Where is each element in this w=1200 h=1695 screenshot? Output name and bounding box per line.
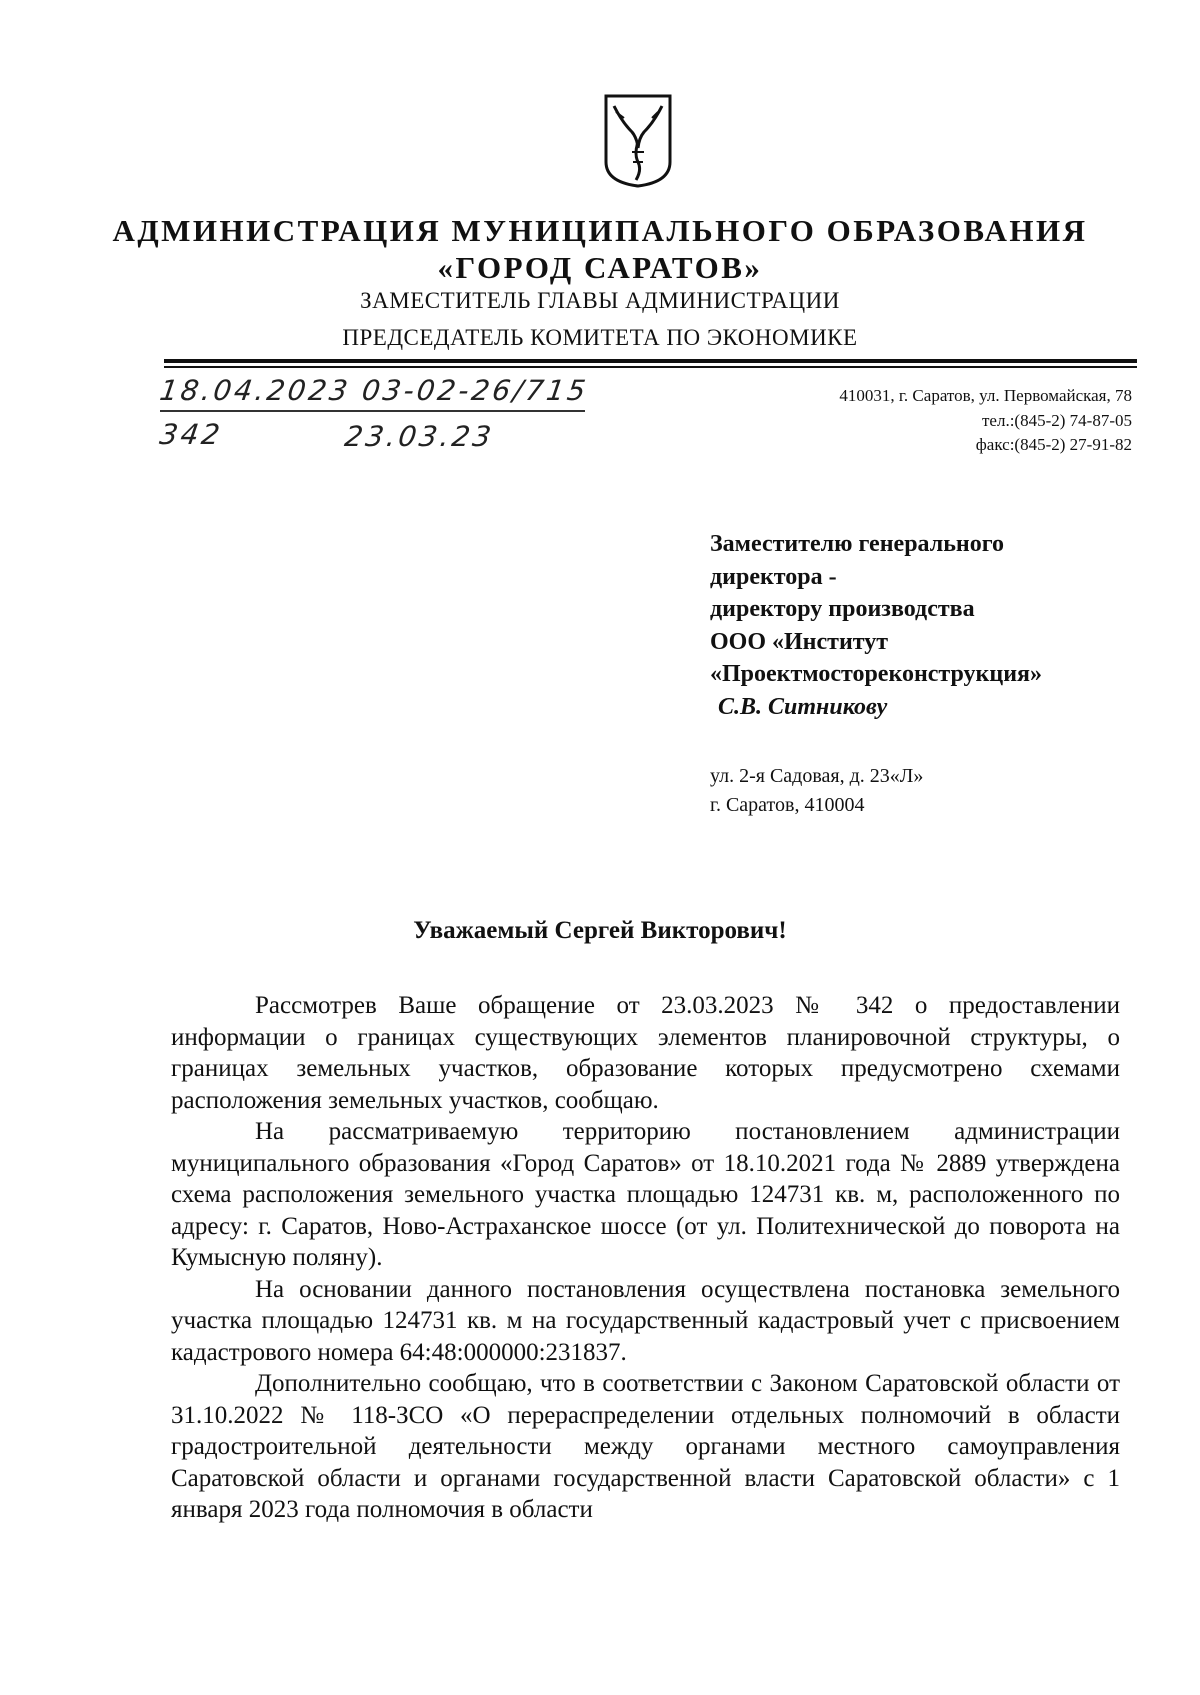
sender-fax: факс:(845-2) 27-91-82: [975, 435, 1132, 454]
letter-body: [171, 990, 1120, 1526]
addressee-name: С.В. Ситникову: [718, 693, 888, 720]
body-paragraph: Рассмотрев Ваше обращение от 23.03.2023 № 342 о предоставлении информации о границах существующих элементов планировочной структуры, о границах земельных участков, образование которых предусмотрено схемами расположения земельных участков, сообщаю.: [171, 992, 1120, 1114]
addressee-line: «Проектмостореконструкция»: [710, 661, 1043, 687]
body-paragraph: На рассматриваемую территорию постановлением администрации муниципального образования «Город Саратов» от 18.10.2021 года № 2889 утверждена схема расположения земельного участка площадью 124731 кв. м, расположенного по адресу: г. Саратов, Ново-Астраханское шоссе (от ул. Политехнической до поворота на Кумысную поляну).: [171, 1118, 1120, 1271]
addressee-line: ООО «Институт: [710, 628, 889, 655]
header-divider-thin: [164, 366, 1137, 368]
header-divider: [164, 359, 1137, 363]
registration-underline: [160, 410, 585, 412]
addressee-line: директора -: [710, 563, 837, 590]
addressee-line: директору производства: [710, 596, 975, 622]
position-subtitle: ПРЕДСЕДАТЕЛЬ КОМИТЕТА ПО ЭКОНОМИКЕ: [342, 325, 858, 350]
registration-outgoing: 18.04.2023 03-02-26/715: [157, 374, 591, 407]
coat-of-arms-icon: [602, 92, 674, 188]
body-paragraph: Дополнительно сообщаю, что в соответствии с Законом Саратовской области от 31.10.2022 № 118-ЗСО «О перераспределении отдельных полномочий в области градостроительной деятельности между органами местного самоуправления Саратовской области и органами государственной власти Саратовской области» с 1 января 2023 года полномочия в области: [171, 1370, 1120, 1523]
registration-incoming-number: 342: [157, 418, 225, 451]
addressee-address: [710, 762, 923, 820]
sender-address: 410031, г. Саратов, ул. Первомайская, 78: [839, 386, 1132, 405]
addressee-city: г. Саратов, 410004: [710, 794, 865, 816]
addressee-block: [710, 528, 1042, 723]
addressee-line: Заместителю генерального: [710, 531, 1005, 557]
organization-title: АДМИНИСТРАЦИЯ МУНИЦИПАЛЬНОГО ОБРАЗОВАНИЯ: [112, 213, 1088, 248]
organization-city: «ГОРОД САРАТОВ»: [437, 250, 763, 285]
body-paragraph: На основании данного постановления осуществлена постановка земельного участка площадью 124731 кв. м на государственный кадастровый учет с присвоением кадастрового номера 64:48:000000:231837.: [171, 1275, 1120, 1366]
position-title: ЗАМЕСТИТЕЛЬ ГЛАВЫ АДМИНИСТРАЦИИ: [360, 288, 840, 313]
sender-phone: тел.:(845-2) 74-87-05: [982, 411, 1132, 430]
registration-incoming-date: 23.03.23: [342, 420, 497, 453]
salutation: Уважаемый Сергей Викторович!: [413, 917, 787, 944]
addressee-street: ул. 2-я Садовая, д. 23«Л»: [710, 765, 924, 787]
